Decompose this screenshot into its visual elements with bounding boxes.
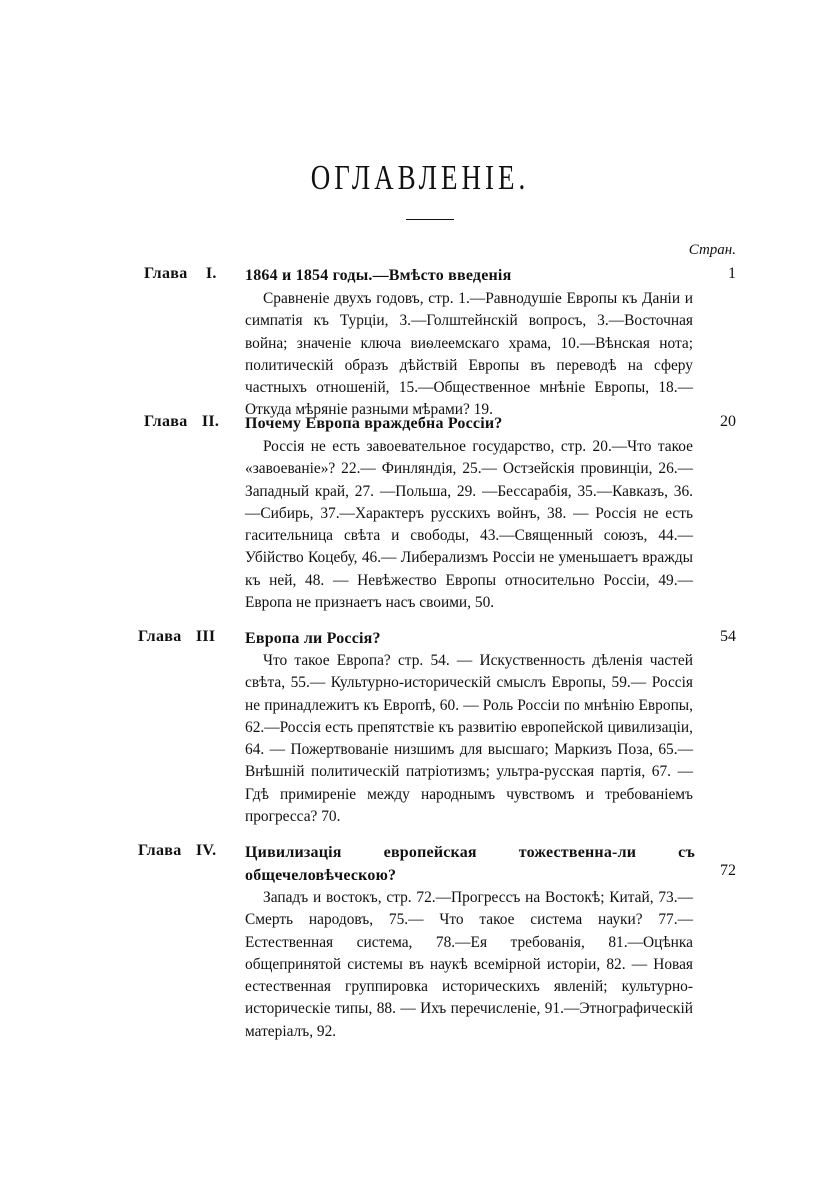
chapter-page-number: 54 [720, 628, 736, 645]
chapter-summary: Сравненіе двухъ годовъ, стр. 1.—Равнодушіе Европы къ Даніи и симпатія къ Турціи, 3.—Голштейнскій вопросъ, 3.—Восточная война; значеніе ключа виѳлеемскаго храма, 10.—Вѣнская нота; политическій образъ дѣйствій Европы въ переводѣ на сферу частныхъ отношеній, 15.—Общественное мнѣніе Европы, 18.—Откуда мѣряніе разными мѣрами? 19. [245, 290, 693, 419]
chapter-label [144, 265, 217, 283]
chapter-page-number: 72 [720, 862, 736, 879]
chapter-word: Глава [138, 842, 182, 859]
chapter-title: Почему Европа враждебна Россіи? [245, 415, 503, 432]
chapter-label [138, 842, 216, 860]
chapter-word: Глава [144, 413, 188, 430]
chapter-number: III [195, 628, 216, 645]
chapter-summary: Россія не есть завоевательное государство, стр. 20.—Что такое «завоеваніе»? 22.— Финляндія, 25.— Остзейскія провинціи, 26.—Западный край, 27. —Польша, 29. —Бессарабія, 35.—Кавказъ, 36.—Сибирь, 37.—Характеръ русскихъ войнъ, 38. — Россія не есть гасительница свѣта и свободы, 43.—Священный союзъ, 44.— Убійство Коцебу, 46.— Либерализмъ Россіи не уменьшаетъ вражды къ ней, 48. — Невѣжество Европы относительно Россіи, 49.—Европа не признаетъ насъ своими, 50. [245, 438, 693, 612]
chapter-page-number: 1 [728, 265, 736, 282]
page-title: ОГЛАВЛЕНІЕ. [310, 158, 530, 197]
chapter-title: Европа ли Россія? [245, 630, 381, 647]
chapter-summary: Что такое Европа? стр. 54. — Искуственность дѣленія частей свѣта, 55.— Культурно-историческій смыслъ Европы, 59.— Россія не принадлежитъ къ Европѣ, 60. — Роль Россіи по мнѣнію Европы, 62.—Россія есть препятствіе къ развитію европейской цивилизаціи, 64. — Пожертвованіе низшимъ для высшаго; Маркизъ Поза, 65.—Внѣшній политическій патріотизмъ; ультра-русская партія, 67. — Гдѣ примиреніе между народнымъ чувствомъ и требованіемъ прогресса? 70. [245, 652, 693, 826]
chapter-number: I. [205, 265, 217, 282]
chapter-number: IV. [195, 842, 217, 859]
chapter-number: II. [201, 413, 220, 430]
chapter-label [138, 628, 215, 646]
chapter-page-number: 20 [720, 413, 736, 430]
chapter-summary: Западъ и востокъ, стр. 72.—Прогрессъ на Востокѣ; Китай, 73.—Смерть народовъ, 75.— Что такое система науки? 77.—Естественная система, 78.—Ея требованія, 81.—Оцѣнка общепринятой системы въ наукѣ всемірной исторіи, 82. — Новая естественная группировка историческихъ явленій; культурно-историческіе типы, 88. — Ихъ перечисленіе, 91.—Этнографическій матеріалъ, 92. [245, 889, 693, 1040]
chapter-label [144, 413, 219, 431]
title-divider [406, 219, 454, 220]
chapter-word: Глава [144, 265, 188, 282]
page-column-header: Стран. [688, 242, 736, 258]
chapter-title: 1864 и 1854 годы.—Вмѣсто введенія [245, 267, 512, 284]
chapter-word: Глава [138, 628, 182, 645]
chapter-title: Цивилизація европейская тожественна-ли съ общечеловѣческою? [245, 844, 695, 884]
